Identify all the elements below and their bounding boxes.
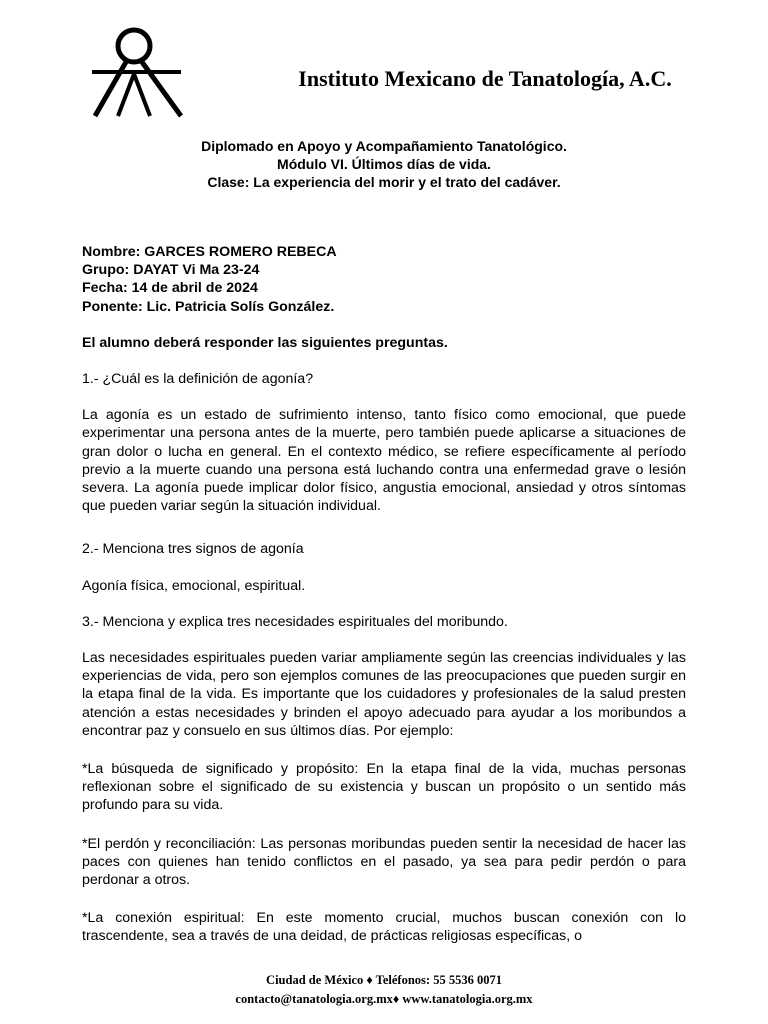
logo-inner-right [134,74,150,116]
course-module: Módulo VI. Últimos días de vida. [277,156,491,172]
answer-2: Agonía física, emocional, espiritual. [82,577,306,594]
footer-location-phone: Ciudad de México ♦ Teléfonos: 55 5536 0071 [266,973,502,987]
document-body [82,243,686,945]
question-3: 3.- Menciona y explica tres necesidades espirituales del moribundo. [82,613,508,630]
page-footer [150,971,618,1009]
course-header [60,137,708,191]
spiritual-need-3: *La conexión espiritual: En este momento crucial, muchos buscan conexión con lo trascendente, sea a través de una deidad, de prácticas religiosas específicas, o [82,910,686,945]
student-group: Grupo: DAYAT Vi Ma 23-24 [82,262,260,279]
student-date: Fecha: 14 de abril de 2024 [82,280,258,297]
institute-logo [88,26,184,120]
student-name: Nombre: GARCES ROMERO REBECA [82,244,337,260]
logo-inner-left [118,74,134,116]
question-1: 1.- ¿Cuál es la definición de agonía? [82,371,314,388]
spiritual-need-2: *El perdón y reconciliación: Las personas moribundas pueden sentir la necesidad de hacer las paces con quienes han tenido conflictos en el pasado, ya sea para pedir perdón o para perdonar a otros. [82,835,686,889]
question-2: 2.- Menciona tres signos de agonía [82,541,304,558]
course-diploma: Diplomado en Apoyo y Acompañamiento Tanatológico. [201,138,567,154]
institution-title: Instituto Mexicano de Tanatología, A.C. [298,66,672,91]
instruction: El alumno deberá responder las siguientes preguntas. [82,334,448,351]
answer-1: La agonía es un estado de sufrimiento intenso, tanto físico como emocional, que puede experimentar una persona antes de la muerte, pero también puede aplicarse a situaciones de gran dolor o lucha en general. En el contexto médico, se refiere específicamente al período previo a la muerte cuando una persona está luchando contra una enfermedad grave o lesión severa. La agonía puede implicar dolor físico, angustia emocional, ansiedad y otros síntomas que pueden variar según la situación individual. [82,407,686,515]
logo-head [118,30,150,62]
footer-contact: contacto@tanatologia.org.mx♦ www.tanatologia.org.mx [235,992,533,1006]
spiritual-need-1: *La búsqueda de significado y propósito: En la etapa final de la vida, muchas personas reflexionan sobre el significado de su existencia y buscan un propósito o un sentido más profundo para su vida. [82,761,686,814]
course-class: Clase: La experiencia del morir y el trato del cadáver. [207,174,561,190]
student-speaker: Ponente: Lic. Patricia Solís González. [82,298,335,315]
answer-3-intro: Las necesidades espirituales pueden variar ampliamente según las creencias individuales y las experiencias de vida, pero son ejemplos comunes de las preocupaciones que pueden surgir en la etapa final de la vida. Es importante que los cuidadores y profesionales de la salud presten atención a estas necesidades y brinden el apoyo adecuado para ayudar a los moribundos a encontrar paz y consuelo en sus últimos días. Por ejemplo: [82,650,686,739]
